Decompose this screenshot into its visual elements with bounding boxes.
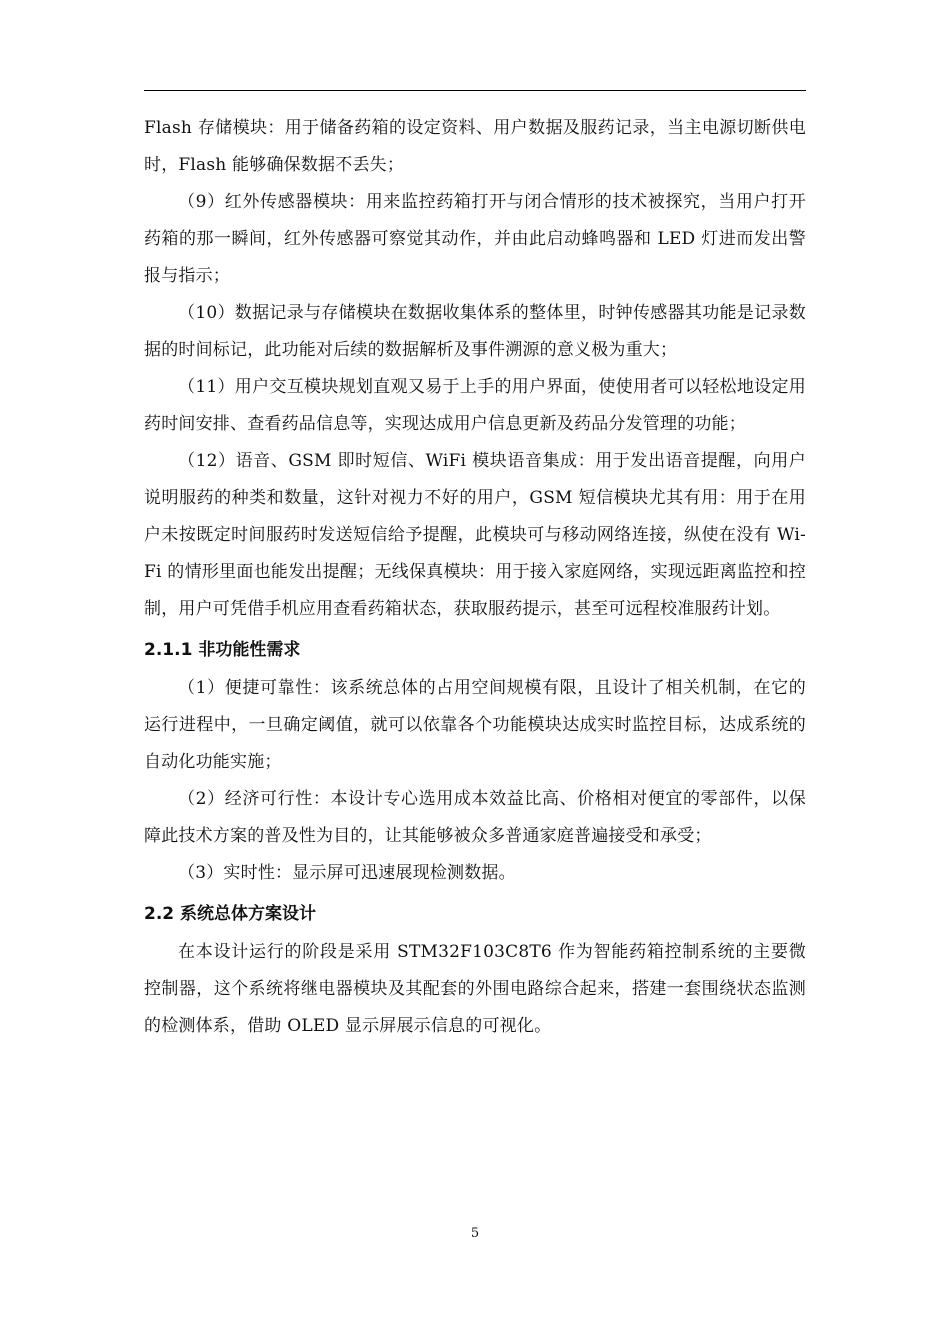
paragraph-nonfunc-3: （3）实时性：显示屏可迅速展现检测数据。 (178, 863, 516, 883)
paragraph-item-12: （12）语音、GSM 即时短信、WiFi 模块语音集成：用于发出语音提醒，向用户说明服药的种类和数量，这针对视力不好的用户，GSM 短信模块尤其有用：用于在用户未按既定时间服药时发送短信给予提醒，此模块可与移动网络连接，纵使在没有 Wi-Fi 的情形里面也能发出提醒；无线保真模块：用于接入家庭网络，实现远距离监控和控制，用户可凭借手机应用查看药箱状态，获取服药提示，甚至可远程校准服药计划。 (144, 451, 806, 619)
paragraph-flash-module: Flash 存储模块：用于储备药箱的设定资料、用户数据及服药记录，当主电源切断供电时，Flash 能够确保数据不丢失； (144, 118, 806, 175)
header-rule (144, 90, 806, 91)
paragraph-item-10: （10）数据记录与存储模块在数据收集体系的整体里，时钟传感器其功能是记录数据的时间标记，此功能对后续的数据解析及事件溯源的意义极为重大； (144, 303, 806, 360)
section-heading-2-2: 2.2 系统总体方案设计 (144, 904, 317, 924)
document-body (144, 110, 806, 1045)
paragraph-item-9: （9）红外传感器模块：用来监控药箱打开与闭合情形的技术被探究，当用户打开药箱的那一瞬间，红外传感器可察觉其动作，并由此启动蜂鸣器和 LED 灯进而发出警报与指示； (144, 192, 806, 286)
paragraph-nonfunc-2: （2）经济可行性：本设计专心选用成本效益比高、价格相对便宜的零部件，以保障此技术方案的普及性为目的，让其能够被众多普通家庭普遍接受和承受； (144, 789, 806, 846)
paragraph-nonfunc-1: （1）便捷可靠性：该系统总体的占用空间规模有限，且设计了相关机制，在它的运行进程中，一旦确定阈值，就可以依靠各个功能模块达成实时监控目标，达成系统的自动化功能实施； (144, 678, 806, 772)
section-heading-2-1-1: 2.1.1 非功能性需求 (144, 640, 301, 660)
page-number: 5 (470, 1226, 480, 1241)
paragraph-system-design: 在本设计运行的阶段是采用 STM32F103C8T6 作为智能药箱控制系统的主要微控制器，这个系统将继电器模块及其配套的外围电路综合起来，搭建一套围绕状态监测的检测体系，借助 OLED 显示屏展示信息的可视化。 (144, 942, 806, 1036)
paragraph-item-11: （11）用户交互模块规划直观又易于上手的用户界面，使使用者可以轻松地设定用药时间安排、查看药品信息等，实现达成用户信息更新及药品分发管理的功能； (144, 377, 806, 434)
